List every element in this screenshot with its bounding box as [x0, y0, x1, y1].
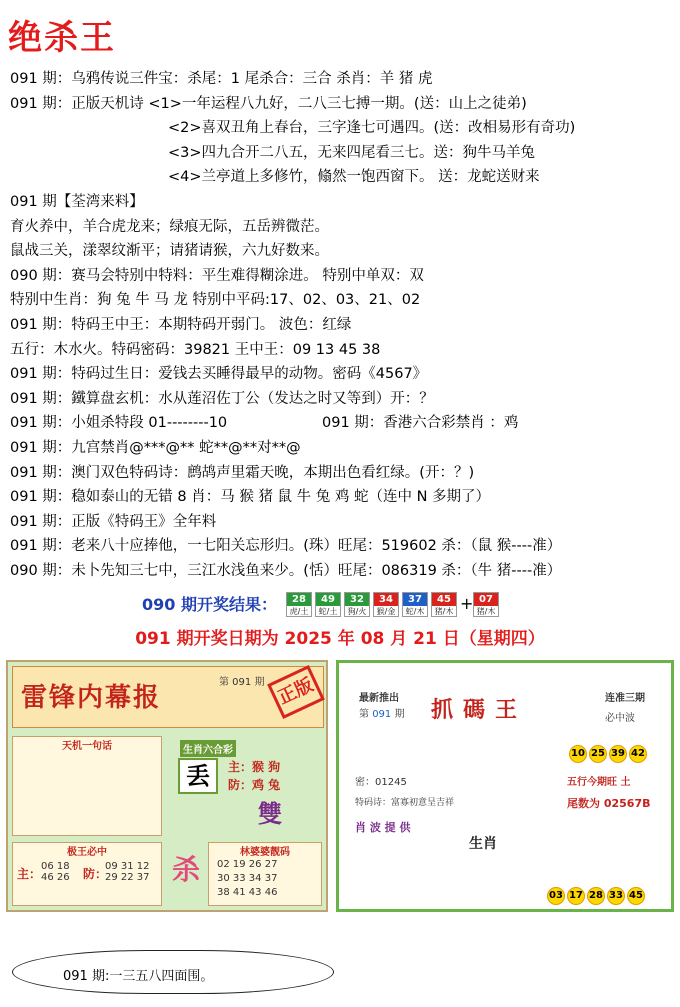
ball-zodiac: 猪/木 — [434, 607, 454, 616]
number-ball: 03 — [547, 887, 565, 905]
text-line: 091 期：乌鸦传说三件宝：杀尾：1 尾杀合：三合 杀肖：羊 猪 虎 — [10, 71, 433, 87]
number-ball: 28 — [587, 887, 605, 905]
poster-header — [12, 666, 324, 728]
special-ball — [473, 592, 499, 617]
result-ball — [344, 592, 370, 617]
poster-zhuamawang — [336, 660, 674, 912]
text-line: 090 期：赛马会特别中特料：平生难得糊涂进。 特别中单双：双 — [10, 267, 424, 284]
number-ball: 33 — [607, 887, 625, 905]
section-title: 生肖六合彩 — [180, 740, 236, 757]
text-line: 091 期：特码王中王：本期特码开弱门。 波色：红绿 — [10, 316, 352, 333]
ball-zodiac: 蛇/木 — [405, 607, 425, 616]
ball-number: 28 — [287, 593, 311, 606]
poster-leifeng — [6, 660, 328, 912]
mi-line: 密：01245 — [355, 777, 407, 788]
ball-zodiac: 狗/火 — [347, 607, 367, 616]
poster-title: 抓碼王 — [431, 697, 528, 723]
text-line: 鼠战三关，漾翠纹渐平；请猪请猴，六九好数来。 — [10, 243, 329, 260]
text-line: 091 期：九宫禁肖@***@** 蛇**@**对**@ — [10, 439, 301, 456]
result-ball — [286, 592, 312, 617]
number-ball: 10 — [569, 745, 587, 763]
number-ball: 25 — [589, 745, 607, 763]
number-ball: 42 — [629, 745, 647, 763]
ball-zodiac: 蛇/土 — [318, 607, 338, 616]
top-numbers — [569, 745, 647, 763]
zhu-label: 主： — [17, 867, 42, 881]
bottom-numbers — [547, 887, 645, 905]
text-line: 090 期：未卜先知三七中，三江水浅鱼来少。(恬）旺尾：086319 杀：（牛 猪----准） — [10, 562, 562, 579]
ball-number: 37 — [403, 593, 427, 606]
result-ball — [402, 592, 428, 617]
ball-number: 45 — [432, 593, 456, 606]
weishu-line: 尾数为 02567B — [567, 797, 651, 810]
zhu-line: 主：猴 狗 — [228, 760, 281, 774]
nums-b: 09 31 12 29 22 37 — [105, 861, 150, 883]
tag-label: 最新推出 — [359, 693, 399, 704]
wuxing-line: 五行今期旺 土 — [567, 777, 631, 788]
text-line: 育火养中，羊合虎龙来；绿痕无际，五岳辨微茫。 — [10, 218, 329, 235]
split-left: 091 期：小姐杀特段 01--------10 — [10, 415, 228, 432]
speech-bubble — [12, 950, 334, 994]
nums-a: 06 18 46 26 — [41, 861, 70, 883]
result-balls — [286, 592, 499, 617]
text-line: 091 期：澳门双色特码诗：鹧鸪声里霜天晚，本期出色看红绿。(开：？) — [10, 464, 475, 481]
stamp: 正版 — [267, 665, 325, 719]
draw-date: 091 期开奖日期为 2025 年 08 月 21 日（星期四） — [135, 629, 545, 649]
ball-number: 32 — [345, 593, 369, 606]
ball-number: 34 — [374, 593, 398, 606]
section-tianji — [12, 736, 162, 836]
shuang-char: 雙 — [258, 800, 282, 828]
section-title: 林婆婆靓码 — [240, 847, 290, 858]
fang-line: 防：鸡 兔 — [228, 778, 281, 792]
issue-label — [359, 705, 404, 720]
text-line: <4>兰亭道上多修竹，翛然一饱西窗下。 送：龙蛇送财来 — [168, 169, 540, 186]
text-line: <2>喜双丑角上春台，三字逢七可遇四。(送：改相易形有奇功) — [168, 120, 576, 137]
section-title: 极王必中 — [67, 847, 107, 858]
side-label: 连准三期 — [605, 693, 645, 704]
fang-label: 防： — [83, 867, 108, 881]
bubble-text: 091 期:一三五八四面围。 — [63, 969, 214, 984]
result-ball — [373, 592, 399, 617]
text-line: 五行：木水火。特码密码：39821 王中王：09 13 45 38 — [10, 341, 381, 358]
ball-number: 07 — [474, 593, 498, 606]
text-line: 091 期：正版《特码王》全年料 — [10, 513, 217, 530]
issue-number: 091 — [372, 709, 392, 720]
text-line: 091 期：正版天机诗 <1>一年运程八九好，二八三七搏一期。(送：山上之徒弟) — [10, 95, 527, 112]
text-lines — [10, 67, 675, 583]
grid-row: 02 19 26 27 — [217, 859, 278, 870]
issue-label: 第 091 期 — [219, 677, 265, 688]
text-line: 091 期【荃湾来料】 — [10, 193, 144, 210]
split-right: 091 期：香港六合彩禁肖 ：鸡 — [322, 415, 519, 432]
issue-suffix: 期 — [394, 709, 405, 720]
shengxiao-label: 生肖 — [469, 836, 497, 852]
ball-number: 49 — [316, 593, 340, 606]
results-label: 090 期开奖结果： — [142, 595, 277, 614]
result-ball — [315, 592, 341, 617]
ball-zodiac: 猪/木 — [476, 607, 496, 616]
ball-zodiac: 虎/土 — [289, 607, 309, 616]
big-char: 丢 — [178, 758, 218, 794]
issue-prefix: 第 — [359, 709, 369, 720]
results-row — [0, 592, 680, 618]
tips-line: 肖 波 提 供 — [355, 821, 411, 834]
text-line: 091 期：鐵算盘玄机：水从莲沼佐丁公（发达之时又等到）开：？ — [10, 390, 434, 407]
number-ball: 45 — [627, 887, 645, 905]
number-ball: 39 — [609, 745, 627, 763]
section-linpopo — [208, 842, 322, 906]
poster-title: 雷锋内幕报 — [21, 683, 162, 713]
page-title: 绝杀王 — [8, 18, 116, 58]
text-line: 特别中生肖：狗 兔 牛 马 龙 特别中平码:17、02、03、21、02 — [10, 292, 421, 309]
text-line: 091 期：特码过生日：爱钱去买睡得最早的动物。密码《4567》 — [10, 366, 428, 383]
section-jiwang — [12, 842, 162, 906]
plus-sign: + — [460, 594, 474, 613]
text-line: 091 期：老来八十应捧他，一七阳关忘形归。(珠）旺尾：519602 杀：（鼠 猴----准） — [10, 538, 562, 555]
text-line: 091 期：稳如泰山的无错 8 肖：马 猴 猪 鼠 牛 兔 鸡 蛇（连中 N 多期了） — [10, 489, 491, 506]
grid-row: 30 33 34 37 — [217, 873, 278, 884]
text-line: <3>四九合开二八五，无来四尾看三七。送：狗牛马羊兔 — [168, 144, 536, 161]
number-ball: 17 — [567, 887, 585, 905]
side-label: 必中波 — [605, 713, 635, 724]
ball-zodiac: 猴/金 — [376, 607, 396, 616]
result-ball — [431, 592, 457, 617]
section-title: 天机一句话 — [62, 741, 112, 752]
te-line: 特码诗：富寡初意呈吉祥 — [355, 798, 455, 808]
grid-row: 38 41 43 46 — [217, 887, 278, 898]
text-line — [10, 411, 675, 436]
sha-char: 杀 — [172, 853, 201, 886]
